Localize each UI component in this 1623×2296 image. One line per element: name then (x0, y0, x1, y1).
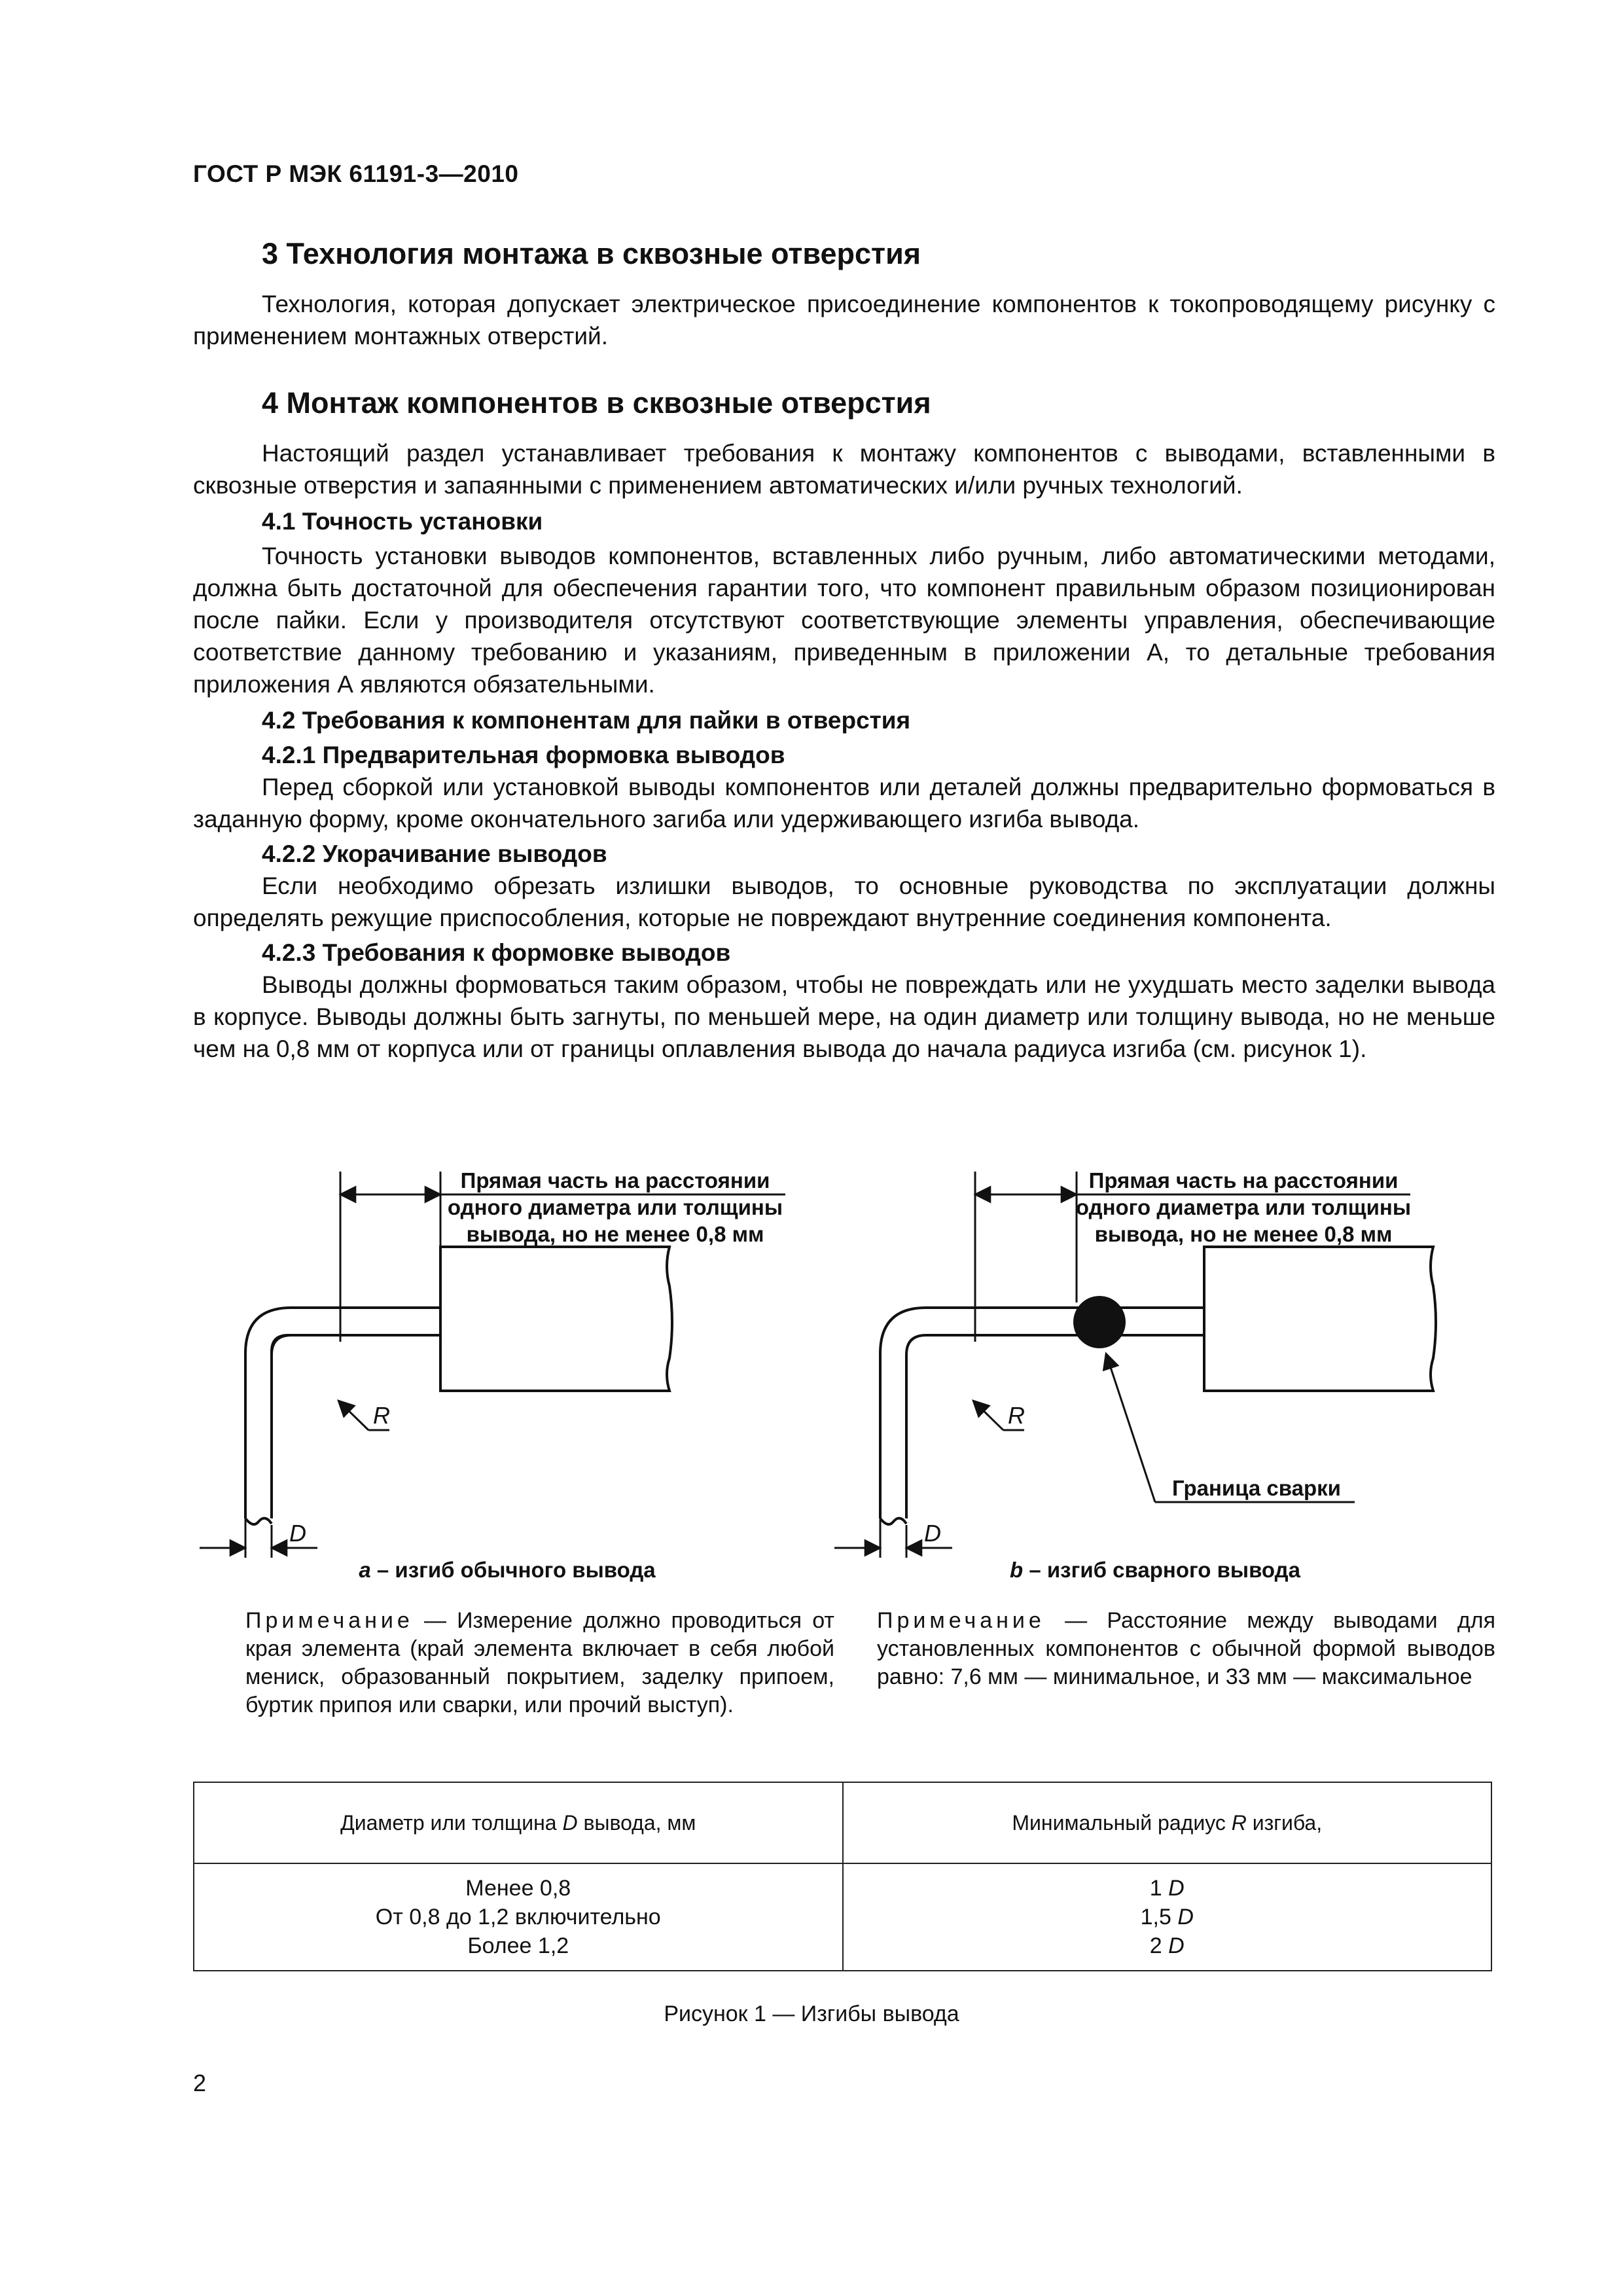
column-header-radius: Минимальный радиус R изгиба, (843, 1782, 1492, 1863)
section-4-2-1-title: 4.2.1 Предварительная формовка выводов (262, 742, 785, 768)
diameter-label-b: D (924, 1520, 941, 1547)
page-number: 2 (193, 2070, 207, 2096)
note-left-text: — Измерение должно проводиться от края элемента (край элемента включает в себя любой мениск, образованный покрытием, заделку припоем, буртик припоя или сварки, или прочий выступ). (245, 1608, 834, 1717)
note-right-label: Примечание (877, 1608, 1045, 1633)
section-4-1-text: Точность установки выводов компонентов, вставленных либо ручным, либо автоматическими методами, должна быть достаточной для обеспечения гарантии того, что компонент правильным образом позиционирован после пайки. Если у производителя отсутствуют соответствующие элементы управления, обеспечивающие соответствие данному требованию и указаниям, приведенным в приложении А, то детальные требования приложения А являются обязательными. (193, 543, 1495, 698)
section-4-2-1-text: Перед сборкой или установкой выводы компонентов или деталей должны предварительно формоваться в заданную форму, кроме окончательного загиба или удерживающего изгиба вывода. (193, 774, 1495, 833)
weld-boundary-label: Граница сварки (1172, 1476, 1341, 1500)
radius-label-b: R (1008, 1402, 1025, 1429)
straight-part-label-a-line3: вывода, но не менее 0,8 мм (466, 1222, 764, 1246)
section-4-2-3-text: Выводы должны формоваться таким образом, чтобы не повреждать или не ухудшать место заделки вывода в корпусе. Выводы должны быть загнуты, по меньшей мере, на один диаметр или толщину вывода, но не меньше чем на 0,8 мм от корпуса или от границы оплавления вывода до начала радиуса изгиба (см. рисунок 1). (193, 971, 1495, 1062)
diameter-cell: Менее 0,8 От 0,8 до 1,2 включительно Более 1,2 (194, 1863, 843, 1971)
caption-a: a – изгиб обычного вывода (359, 1558, 656, 1582)
radius-cell: 1 D 1,5 D 2 D (843, 1863, 1492, 1971)
section-3-title: 3 Технология монтажа в сквозные отверстия (262, 237, 921, 270)
page-header: ГОСТ Р МЭК 61191-3—2010 (193, 160, 519, 187)
figure-notes (193, 1607, 1495, 1777)
straight-part-label-b-line1: Прямая часть на расстоянии (1088, 1168, 1399, 1193)
section-4-2-2-title: 4.2.2 Укорачивание выводов (262, 840, 607, 867)
component-body-b (1204, 1247, 1436, 1391)
caption-b: b – изгиб сварного вывода (1010, 1558, 1300, 1582)
section-4-2-title: 4.2 Требования к компонентам для пайки в отверстия (262, 707, 911, 734)
note-right (877, 1607, 1495, 1691)
section-4-2-2-text: Если необходимо обрезать излишки выводов, то основные руководства по эксплуатации должны определять режущие приспособления, которые не повреждают внутренние соединения компонента. (193, 872, 1495, 931)
figure-caption: Рисунок 1 — Изгибы вывода (664, 2001, 959, 2026)
table-header-row (194, 1782, 1491, 1863)
note-left (245, 1607, 834, 1719)
straight-part-label-a-line1: Прямая часть на расстоянии (460, 1168, 770, 1193)
table-row (194, 1863, 1491, 1971)
bend-radius-table (193, 1782, 1492, 1971)
section-4-1-title: 4.1 Точность установки (262, 508, 543, 535)
section-3-text: Технология, которая допускает электрическое присоединение компонентов к токопроводящему рисунку с применением монтажных отверстий. (193, 291, 1495, 350)
section-4-title: 4 Монтаж компонентов в сквозные отверстия (262, 386, 931, 420)
note-left-label: Примечание (245, 1608, 414, 1633)
straight-part-label-a-line2: одного диаметра или толщины (447, 1195, 783, 1219)
section-4-text: Настоящий раздел устанавливает требования к монтажу компонентов с выводами, вставленными в сквозные отверстия и запаянными с применением автоматических и/или ручных технологий. (193, 440, 1495, 499)
section-4-2-3-title: 4.2.3 Требования к формовке выводов (262, 939, 731, 966)
note-right-text: — Расстояние между выводами для установленных компонентов с обычной формой выводов равно: 7,6 мм — минимальное, и 33 мм — максимальное (877, 1608, 1495, 1689)
straight-part-label-b-line3: вывода, но не менее 0,8 мм (1094, 1222, 1393, 1246)
radius-label-a: R (373, 1402, 390, 1429)
document-body (193, 236, 1495, 1065)
figure-1 (193, 1145, 1495, 1604)
column-header-diameter: Диаметр или толщина D вывода, мм (194, 1782, 843, 1863)
straight-part-label-b-line2: одного диаметра или толщины (1075, 1195, 1412, 1219)
diameter-label-a: D (289, 1520, 306, 1547)
component-body-a (440, 1247, 672, 1391)
weld-bead (1073, 1296, 1126, 1348)
lead-bend-diagrams (193, 1145, 1495, 1604)
